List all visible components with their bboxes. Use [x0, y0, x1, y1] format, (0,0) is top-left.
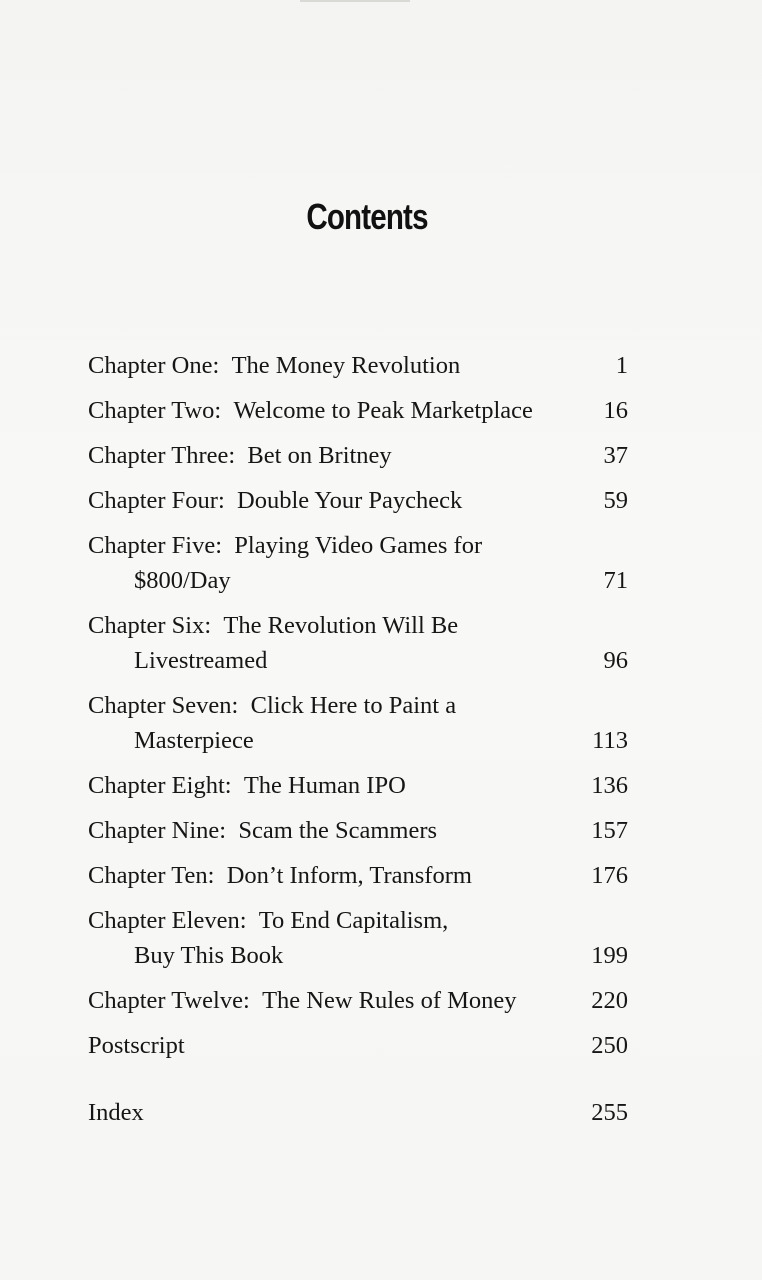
toc-entry-first-line — [88, 688, 636, 723]
toc-entry-first-line — [88, 858, 636, 893]
toc-entry-page-number: 113 — [592, 727, 628, 754]
toc-entry — [88, 813, 636, 848]
toc-entry-page-number: 16 — [603, 397, 628, 424]
toc-entry-label: Postscript — [88, 1032, 185, 1059]
toc-entry-first-line — [88, 483, 636, 518]
toc-entry-page-number: 136 — [591, 772, 628, 799]
toc-entry-page-number: 199 — [591, 942, 628, 969]
toc-entry-title: The New Rules of Money — [262, 987, 517, 1014]
table-of-contents — [88, 348, 636, 1130]
toc-entry-first-line — [88, 813, 636, 848]
toc-entry — [88, 858, 636, 893]
page-title: Contents — [306, 196, 428, 237]
toc-entry-title: Playing Video Games for — [234, 532, 483, 559]
toc-entry-page-number: 37 — [603, 442, 628, 469]
toc-entry-page-number: 220 — [591, 987, 628, 1014]
toc-entry-label: Chapter Two: — [88, 397, 222, 424]
toc-entry-first-line — [88, 903, 636, 938]
toc-entry-page-number: 157 — [591, 817, 628, 844]
toc-entry-label: Chapter Seven: — [88, 692, 239, 719]
toc-entry-label: Chapter One: — [88, 352, 220, 379]
toc-entry — [88, 348, 636, 383]
toc-entry-page-number: 71 — [603, 567, 628, 594]
toc-entry-title: The Money Revolution — [231, 352, 461, 379]
page-edge-mark — [300, 0, 410, 2]
toc-entry-title-continued: Buy This Book — [134, 942, 284, 969]
toc-entry — [88, 903, 636, 973]
toc-entry-label: Chapter Three: — [88, 442, 236, 469]
toc-entry-page-number: 59 — [603, 487, 628, 514]
toc-entry-first-line — [88, 438, 636, 473]
toc-entry — [88, 1028, 636, 1063]
toc-entry-title-continued: $800/Day — [134, 567, 231, 594]
toc-entry-title: The Revolution Will Be — [223, 612, 459, 639]
toc-entry-title-continued: Livestreamed — [134, 647, 268, 674]
toc-entry-page-number: 96 — [603, 647, 628, 674]
toc-entry-page-number: 255 — [591, 1099, 628, 1126]
toc-entry-first-line — [88, 768, 636, 803]
toc-entry-first-line — [88, 393, 636, 428]
toc-entry — [88, 393, 636, 428]
toc-entry-page-number: 1 — [615, 352, 628, 379]
toc-entry-label: Chapter Six: — [88, 612, 212, 639]
toc-entry-title-continued: Masterpiece — [134, 727, 254, 754]
toc-entry-label: Chapter Eleven: — [88, 907, 247, 934]
toc-entry-first-line — [88, 348, 636, 383]
toc-entry-label: Index — [88, 1099, 144, 1126]
toc-entry-label: Chapter Four: — [88, 487, 225, 514]
toc-entry-page-number: 176 — [591, 862, 628, 889]
toc-entry-title: Bet on Britney — [247, 442, 392, 469]
toc-entry-title: Don’t Inform, Transform — [226, 862, 472, 889]
toc-entry-title: To End Capitalism, — [258, 907, 449, 934]
toc-entry — [88, 983, 636, 1018]
toc-entry — [88, 608, 636, 678]
toc-entry-title: Scam the Scammers — [238, 817, 438, 844]
toc-entry-first-line — [88, 608, 636, 643]
toc-entry — [88, 528, 636, 598]
toc-entry-label: Chapter Nine: — [88, 817, 227, 844]
toc-entry-label: Chapter Ten: — [88, 862, 215, 889]
toc-entry-label: Chapter Five: — [88, 532, 223, 559]
toc-entry — [88, 688, 636, 758]
toc-entry-title: Double Your Paycheck — [237, 487, 463, 514]
toc-entry-first-line — [88, 1095, 636, 1130]
toc-entry-page-number: 250 — [591, 1032, 628, 1059]
toc-entry-first-line — [88, 983, 636, 1018]
toc-entry-first-line — [88, 528, 636, 563]
toc-entry-first-line — [88, 1028, 636, 1063]
toc-entry — [88, 483, 636, 518]
toc-entry — [88, 438, 636, 473]
toc-entry-title: Click Here to Paint a — [250, 692, 457, 719]
toc-entry-label: Chapter Twelve: — [88, 987, 250, 1014]
toc-entry — [88, 768, 636, 803]
toc-entry-title: The Human IPO — [243, 772, 406, 799]
toc-entry-title: Welcome to Peak Marketplace — [233, 397, 533, 424]
toc-entry-label: Chapter Eight: — [88, 772, 232, 799]
toc-entry — [88, 1095, 636, 1130]
